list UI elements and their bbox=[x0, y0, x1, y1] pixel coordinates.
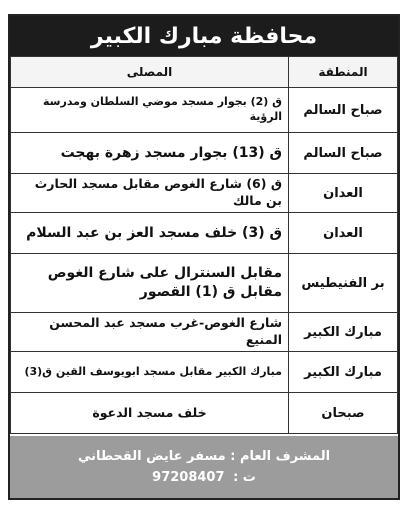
table-row bbox=[11, 174, 398, 213]
place-cell: مبارك الكبير مقابل مسجد ابويوسف القين ق(3) bbox=[11, 352, 289, 393]
place-cell: ق (6) شارع الغوص مقابل مسجد الحارث بن مالك bbox=[11, 174, 289, 213]
table-row bbox=[11, 88, 398, 133]
page-title: محافظة مبارك الكبير bbox=[10, 16, 398, 56]
table-header-row bbox=[11, 57, 398, 88]
place-cell: شارع الغوص-غرب مسجد عبد المحسن المنيع bbox=[11, 313, 289, 352]
region-cell: العدان bbox=[289, 213, 398, 254]
region-cell: صباح السالم bbox=[289, 133, 398, 174]
region-cell: صبحان bbox=[289, 393, 398, 434]
phone-number: 97208407 bbox=[152, 470, 225, 485]
table-row bbox=[11, 254, 398, 313]
region-cell: مبارك الكبير bbox=[289, 313, 398, 352]
region-cell: العدان bbox=[289, 174, 398, 213]
phone-line bbox=[152, 470, 256, 485]
region-cell: بر الفنيطيس bbox=[289, 254, 398, 313]
footer-band bbox=[10, 436, 398, 498]
place-cell: ق (2) بجوار مسجد موضي السلطان ومدرسة الرؤية bbox=[11, 88, 289, 133]
place-cell: خلف مسجد الدعوة bbox=[11, 393, 289, 434]
region-cell: صباح السالم bbox=[289, 88, 398, 133]
place-cell: مقابل السنترال على شارع الغوص مقابل ق (1) القصور bbox=[11, 254, 289, 313]
table-row bbox=[11, 393, 398, 434]
region-cell: مبارك الكبير bbox=[289, 352, 398, 393]
place-cell: ق (3) خلف مسجد العز بن عبد السلام bbox=[11, 213, 289, 254]
table-row bbox=[11, 313, 398, 352]
header-region: المنطقة bbox=[289, 57, 398, 88]
announcement-card bbox=[8, 14, 400, 500]
table-row bbox=[11, 213, 398, 254]
table-row bbox=[11, 352, 398, 393]
prayer-locations-table bbox=[10, 56, 398, 434]
phone-label: ت : bbox=[233, 470, 256, 485]
supervisor-text: المشرف العام : مسفر عايض القحطاني bbox=[77, 449, 331, 464]
place-cell: ق (13) بجوار مسجد زهرة بهجت bbox=[11, 133, 289, 174]
header-place: المصلى bbox=[11, 57, 289, 88]
table-row bbox=[11, 133, 398, 174]
